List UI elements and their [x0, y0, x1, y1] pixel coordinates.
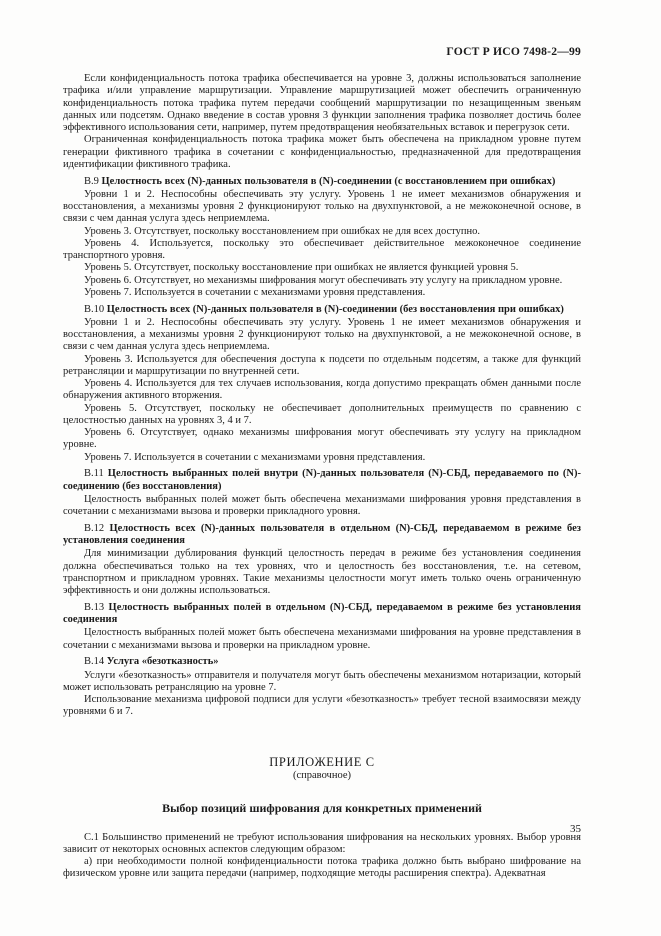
section-heading [63, 523, 581, 548]
paragraph: Уровень 4. Используется, поскольку это обеспечивает действительное межоконечное соединение транспортного уровня. [63, 237, 581, 261]
section-title: Целостность выбранных полей в отдельном (N)-СБД, передаваемом в режиме без установления соединения [63, 601, 581, 625]
paragraph: Для минимизации дублирования функций целостность передач в режиме без установления соединения должна обеспечиваться только на тех уровнях, что и целостность без восстановления, т.е. на сетевом, транспортном и прикладном уровнях. Такие механизмы целостности могут иметь только очень ограниченную эффективность и они должны использоваться. [63, 548, 581, 596]
paragraph: Использование механизма цифровой подписи для услуги «безотказность» требует тесной взаимосвязи между уровнями 6 и 7. [63, 694, 581, 718]
paragraph: Уровень 5. Отсутствует, поскольку не обеспечивает дополнительных преимуществ по сравнению с целостностью данных на уровнях 3, 4 и 7. [63, 402, 581, 426]
appendix-c-title: Выбор позиций шифрования для конкретных применений [162, 800, 482, 815]
page-content [63, 40, 581, 881]
paragraph: Уровень 6. Отсутствует, но механизмы шифрования могут обеспечивать эту услугу на прикладном уровне. [84, 274, 563, 286]
section-heading [63, 176, 581, 188]
paragraph: Уровень 7. Используется в сочетании с механизмами уровня представления. [84, 286, 426, 298]
paragraph: Уровень 3. Отсутствует, поскольку восстановлением при ошибках не для всех доступно. [84, 225, 480, 237]
paragraph: Услуги «безотказность» отправителя и получателя могут быть обеспечены механизмом нотаризации, который может использовать ретрансляцию на уровне 7. [63, 669, 581, 693]
appendix-c-section [63, 755, 581, 881]
appendix-c-body [63, 832, 581, 881]
appendix-c-note: (справочное) [293, 769, 351, 781]
paragraph: Уровни 1 и 2. Неспособны обеспечивать эту услугу. Уровень 1 не имеет механизмов обнаружения и восстановления, а механизмы уровня 2 функционируют только на двухпунктовой, а не межоконечной основе, в связи с чем данная услуга здесь неприемлема. [63, 188, 581, 225]
paragraph: Уровень 4. Используется для тех случаев использования, когда допустимо прекращать обмен данными после обнаружения активного вторжения. [63, 378, 581, 402]
section-number: В.13 [84, 601, 109, 613]
section-heading [63, 656, 581, 668]
section-heading [63, 468, 581, 493]
section-heading [63, 602, 581, 627]
paragraph: Уровень 6. Отсутствует, однако механизмы шифрования могут обеспечивать эту услугу на прикладном уровне. [63, 427, 581, 451]
paragraph: Целостность выбранных полей может быть обеспечена механизмами шифрования уровня представления в сочетании с механизмами вызова и проверки прикладного уровня. [63, 493, 581, 517]
paragraph: Уровень 3. Используется для обеспечения доступа к подсети по отдельным подсетям, а также для функций ретрансляции и маршрутизации по внутренней сети. [63, 353, 581, 377]
appendix-c-label: ПРИЛОЖЕНИЕ С [269, 754, 375, 769]
section-number: В.9 [84, 175, 102, 187]
section-title: Целостность всех (N)-данных пользователя в отдельном (N)-СБД, передаваемом в режиме без установления соединения [63, 522, 581, 546]
section-heading [63, 304, 581, 316]
section-title: Целостность всех (N)-данных пользователя в (N)-соединении (с восстановлением при ошибках) [101, 175, 556, 187]
appendix-b-body [63, 73, 581, 719]
paragraph: Уровень 5. Отсутствует, поскольку восстановление при ошибках не является функцией уровня 5. [84, 262, 519, 274]
paragraph: Ограниченная конфиденциальность потока трафика может быть обеспечена на прикладном уровне путем генерации фиктивного трафика в сочетании с конфиденциальностью, предназначенной для предотвращения идентификации фиктивного трафика. [63, 134, 581, 170]
section-title: Целостность всех (N)-данных пользователя в (N)-соединении (без восстановления при ошибках) [106, 303, 564, 315]
paragraph: Если конфиденциальность потока трафика обеспечивается на уровне 3, должны использоваться заполнение трафика и/или управление маршрутизации. Управление маршрутизацией может обеспечить ограниченную конфиденциальность потока трафика путем передачи сообщений маршрутизации по незащищенным звеньям данных или подсетям. Однако введение в состав уровня 3 функции заполнения трафика позволяет достичь более эффективного использования сети, например, путем предотвращения необязательных вставок и перегрузок сети. [63, 73, 581, 133]
paragraph: Целостность выбранных полей может быть обеспечена механизмами шифрования на уровне представления в сочетании с механизмами вызова и проверки на прикладном уровне. [63, 627, 581, 651]
section-number: В.11 [84, 468, 108, 480]
section-title: Услуга «безотказность» [106, 656, 219, 668]
standard-code-header: ГОСТ Р ИСО 7498-2—99 [446, 45, 581, 58]
section-number: В.10 [84, 303, 107, 315]
paragraph: Уровни 1 и 2. Неспособны обеспечивать эту услугу. Уровень 1 не имеет механизмов обнаружения и восстановления, а механизмы уровня 2 функционируют только на двухпунктовой, а не межоконечной основе, в связи с чем данная услуга здесь неприемлема. [63, 316, 581, 353]
paragraph: Уровень 7. Используется в сочетании с механизмами уровня представления. [84, 451, 426, 463]
section-number: В.14 [84, 656, 107, 668]
section-title: Целостность выбранных полей внутри (N)-данных пользователя (N)-СБД, передаваемого по (N)-соединению (без восстановления) [63, 468, 581, 492]
paragraph: а) при необходимости полной конфиденциальности потока трафика должно быть выбрано шифрование на физическом уровне или защита передачи (например, подходящие методы расширения спектра). Адекватная [63, 856, 581, 880]
page-number: 35 [570, 823, 581, 835]
paragraph: С.1 Большинство применений не требуют использования шифрования на нескольких уровнях. Выбор уровня зависит от некоторых основных аспектов следующим образом: [63, 831, 581, 855]
section-number: В.12 [84, 522, 110, 534]
